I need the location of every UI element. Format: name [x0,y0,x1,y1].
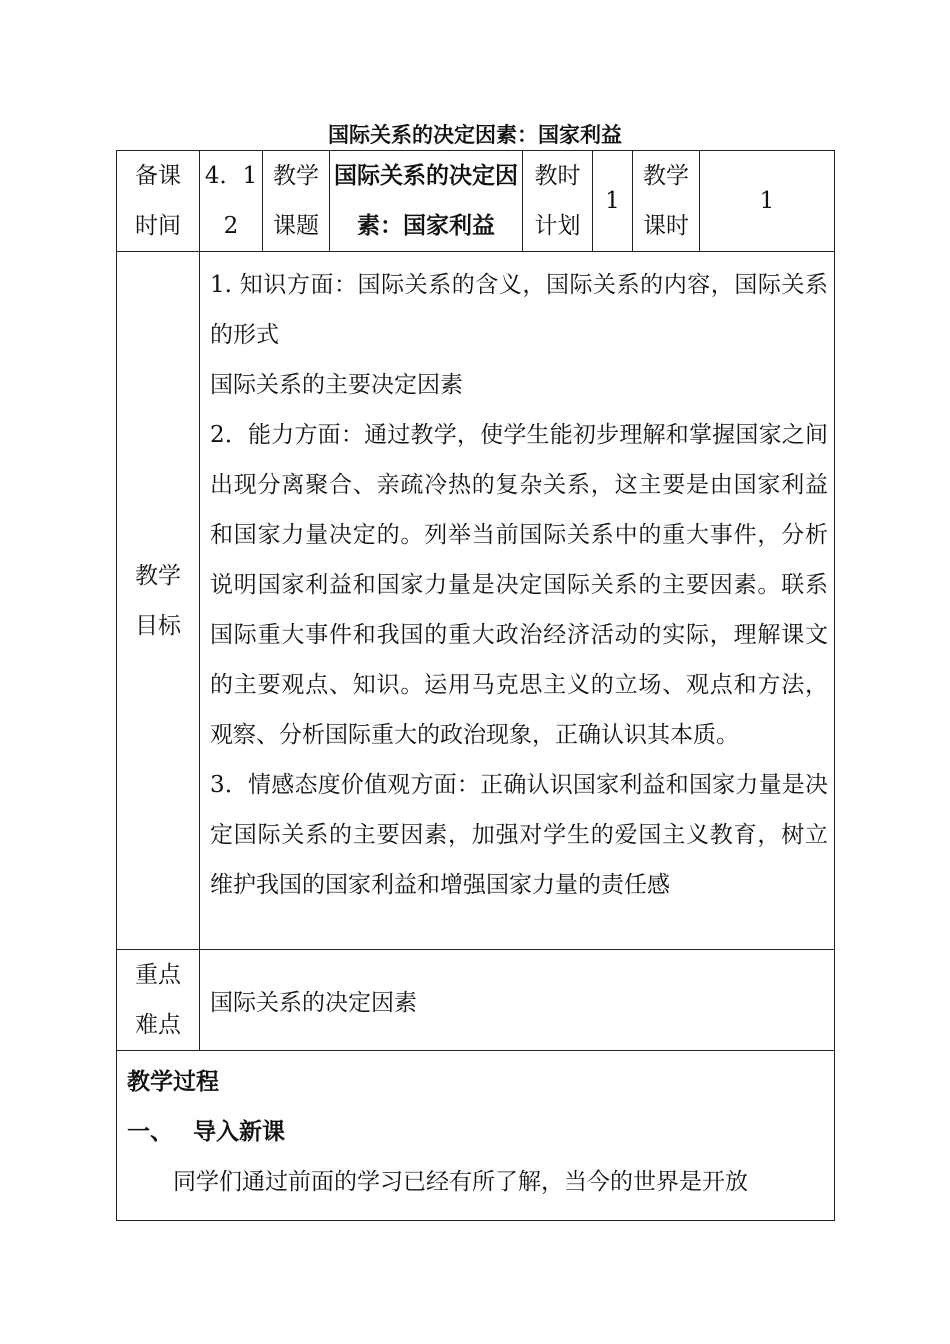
prep-time-value-cell [200,151,263,252]
hours-label-cell [633,151,700,252]
section-number: 一、 [127,1118,173,1145]
process-cell [117,1051,835,1221]
prep-time-label-line2: 时间 [135,213,181,239]
process-paragraph: 同学们通过前面的学习已经有所了解，当今的世界是开放 [173,1169,748,1195]
key-points-label-line1: 重点 [135,962,181,988]
objective-ability: 2．能力方面：通过教学，使学生能初步理解和掌握国家之间出现分离聚合、亲疏冷热的复杂关系，这主要是由国家利益和国家力量决定的。列举当前国际关系中的重大事件，分析说明国家利益和国家力量是决定国际关系的主要因素。联系国际重大事件和我国的重大政治经济活动的实际，理解课文的主要观点、知识。运用马克思主义的立场、观点和方法，观察、分析国际重大的政治现象，正确认识其本质。 [210,422,828,748]
hours-label-line1: 教学 [643,163,689,189]
prep-time-value-line2: 2 [223,213,239,239]
page-title: 国际关系的决定因素：国家利益 [328,122,622,147]
process-title: 教学过程 [127,1068,219,1095]
plan-value-cell: 1 [593,151,633,252]
plan-label-line1: 教时 [534,163,581,189]
process-row [117,1051,835,1221]
objective-knowledge: 1. 知识方面：国际关系的含义，国际关系的内容，国际关系的形式 [210,272,828,348]
hours-label-line2: 课时 [643,213,689,239]
key-points-label-cell [117,950,200,1051]
prep-time-label-line1: 备课 [135,163,181,189]
objectives-row [117,252,835,950]
prep-time-value-line1: 4．1 [204,163,258,189]
topic-label-line2: 课题 [273,213,319,239]
objectives-label-cell [117,252,200,950]
key-points-value: 国际关系的决定因素 [200,950,835,1051]
plan-label-cell [523,151,593,252]
topic-value-line2: 素：国家利益 [357,212,495,239]
objectives-label-line2: 目标 [135,612,181,639]
lesson-plan-table [116,150,835,1221]
objectives-label-line1: 教学 [135,562,181,589]
objective-knowledge-cont: 国际关系的主要决定因素 [210,372,463,398]
header-row [117,151,835,252]
objective-emotion: 3．情感态度价值观方面：正确认识国家利益和国家力量是决定国际关系的主要因素，加强对学生的爱国主义教育，树立维护我国的国家利益和增强国家力量的责任感 [210,772,828,898]
topic-value-cell [330,151,523,252]
section-title: 导入新课 [193,1118,285,1145]
objectives-content-cell [200,252,835,950]
key-points-label-line2: 难点 [135,1012,181,1038]
prep-time-label-cell [117,151,200,252]
key-points-row [117,950,835,1051]
hours-value-cell: 1 [700,151,835,252]
section-heading [127,1107,826,1157]
topic-label-cell [263,151,330,252]
topic-value-line1: 国际关系的决定因 [334,162,518,189]
topic-label-line1: 教学 [273,163,319,189]
plan-label-line2: 计划 [534,213,581,239]
